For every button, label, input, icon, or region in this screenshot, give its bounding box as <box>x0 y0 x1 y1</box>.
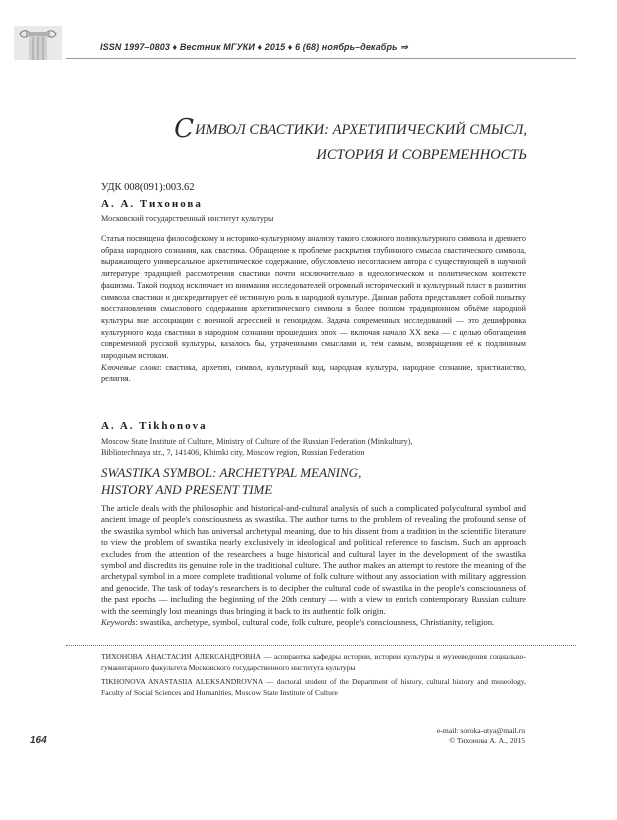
journal-header: ISSN 1997–0803 ♦ Вестник МГУКИ ♦ 2015 ♦ 6 (68) ноябрь–декабрь ⇒ <box>100 42 408 52</box>
abstract-en <box>101 503 526 628</box>
keywords-ru-label: Ключевые слова <box>101 362 160 372</box>
author-en: A. A. Tikhonova <box>101 420 208 432</box>
title-en-line-2: HISTORY AND PRESENT TIME <box>101 482 273 497</box>
author-info-en: TIKHONOVA ANASTASIIA ALEKSANDROVNA — doctoral student of the Department of history, cultural history and museology, Faculty of Social Sciences and Humanities, Moscow State Institute of Culture <box>101 677 526 697</box>
article-title-ru <box>174 114 527 168</box>
page-number: 164 <box>30 735 47 746</box>
abstract-en-text: The article deals with the philosophic and historical-and-cultural analysis of such a complicated polycultural symbol and ancient image of people's consciousness as swastika. The author turns to the problem of revealing the profound sense of the swastika symbol which has universal archetypal meaning, due to his dissent from a tradition in the scientific literature to view the problem of swastika nearly exclusively in ideological and political reference to fascism. Such an approach excludes from the attention of the researchers a huge historical and cultural layer in the development of the swastika symbol and discredits its genuine role in the traditional culture. The author makes an attempt to restore the meaning of the archetypal symbol in a more complete traditional volume of folk culture without any association with military aggression and genocide. The task of today's researchers is to decipher the cultural code of swastika in the people's consciousness of the past epochs — including the beginning of the 20th century — with a view to enrich contemporary Russian culture with the seemingly lost meanings thus bringing it back to its authentic folk origin. <box>101 503 526 616</box>
author-info-ru: ТИХОНОВА АНАСТАСИЯ АЛЕКСАНДРОВНА — аспирантка кафедры истории, истории культуры и музееведения социально-гуманитарного факультета Московского государственного института культуры <box>101 652 526 672</box>
affiliation-en <box>101 436 413 458</box>
title-initial: С <box>174 114 195 144</box>
affiliation-en-line-1: Moscow State Institute of Culture, Ministry of Culture of the Russian Federation (Minkultury), <box>101 437 413 446</box>
title-line-2: ИСТОРИЯ И СОВРЕМЕННОСТЬ <box>316 147 527 163</box>
contact-block <box>437 726 525 746</box>
title-en-line-1: SWASTIKA SYMBOL: ARCHETYPAL MEANING, <box>101 465 362 480</box>
author-ru: А. А. Тихонова <box>101 198 203 210</box>
affiliation-en-line-2: Bibliotechnaya str., 7, 141406, Khimki city, Moscow region, Russian Federation <box>101 448 365 457</box>
header-divider <box>66 58 576 59</box>
article-title-en <box>101 464 361 498</box>
author-email: e-mail: soroka-utya@mail.ru <box>437 726 525 735</box>
keywords-en <box>101 617 526 628</box>
footnote-divider <box>66 645 576 646</box>
institution-ru: Московский государственный институт культуры <box>101 214 274 223</box>
title-line-1: ИМВОЛ СВАСТИКИ: АРХЕТИПИЧЕСКИЙ СМЫСЛ, <box>195 122 527 138</box>
udk-code: УДК 008(091):003.62 <box>101 182 195 193</box>
keywords-en-text: : swastika, archetype, symbol, cultural code, folk culture, people's consciousness, Christianity, religion. <box>135 617 495 628</box>
journal-logo <box>14 24 62 62</box>
keywords-en-label: Keywords <box>101 617 136 628</box>
copyright-notice: © Тихонова А. А., 2015 <box>449 736 525 746</box>
abstract-ru <box>101 233 526 385</box>
keywords-ru-text: : свастика, архетип, символ, культурный код, народная культура, народное сознание, христианство, религия. <box>101 362 526 384</box>
keywords-ru <box>101 362 526 385</box>
abstract-ru-text: Статья посвящена философскому и историко-культурному анализу такого сложного поликультурного символа и древнего образа народного сознания, как свастика. Обращение к проблеме раскрытия глубинного смысла свастического символа, выражающего универсальное архетипическое содержание, обусловлено несогласием автора с существующей в научной литературе традицией рассмотрения свастики почти исключительно в идеологическом и политическом контексте фашизма. Такой подход исключает из внимания исследователей огромный исторический и культурный пласт в развитии символа свастики и дискредитирует её истинную роль в народной культуре. Данная работа представляет собой попытку восстановления смыслового содержания архетипического символа в более полном традиционном объёме народной культуры вне ассоциации с военной агрессией и геноцидом. Задача современных исследований — это дешифровка культурного кода свастики в народном сознании прошедших эпох — включая начало XX века — с целью обогащения современной русской культуры, казалось бы, утраченными смыслами и, тем самым, возвращения её к подлинным народным истокам. <box>101 234 526 361</box>
